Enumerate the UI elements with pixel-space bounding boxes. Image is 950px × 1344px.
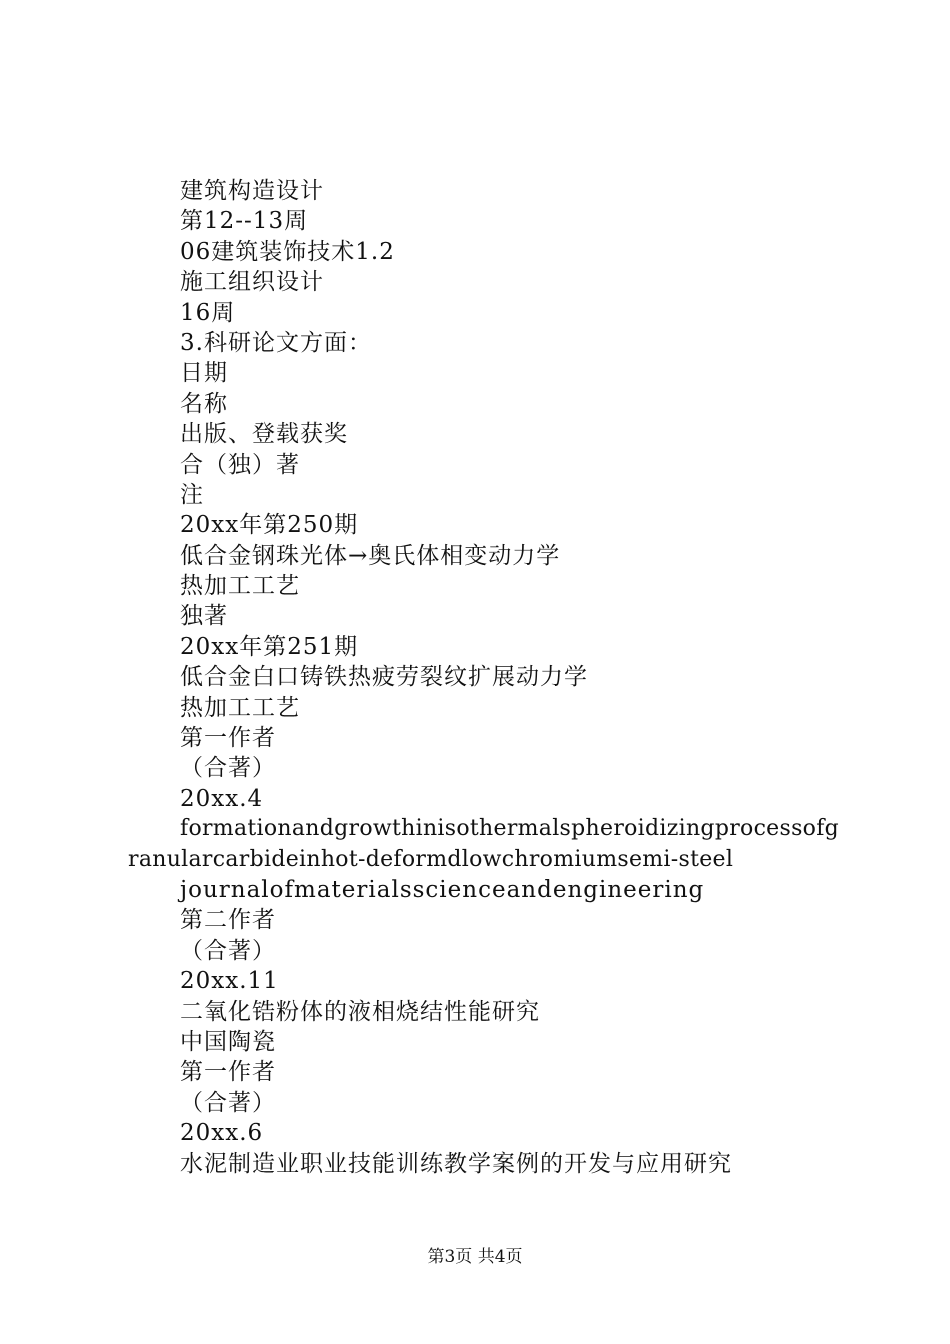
text-line: 第一作者 (180, 725, 276, 752)
text-line: 中国陶瓷 (180, 1028, 276, 1055)
text-line: 20xx年第251期 (180, 633, 359, 660)
page-number-footer: 第3页 共4页 (427, 1247, 523, 1267)
text-line: 建筑构造设计 (180, 178, 324, 204)
text-line: 20xx.4 (180, 785, 264, 812)
text-line: 二氧化锆粉体的液相烧结性能研究 (180, 998, 540, 1025)
text-line: 低合金钢珠光体→奥氏体相变动力学 (180, 542, 561, 569)
text-line: 20xx年第250期 (180, 512, 359, 539)
text-line: 名称 (180, 390, 228, 417)
section-heading: 3.科研论文方面： (180, 329, 372, 356)
text-line: 热加工工艺 (180, 573, 300, 600)
text-line: 合（独）著 (180, 451, 300, 478)
text-line: 低合金白口铸铁热疲劳裂纹扩展动力学 (180, 664, 588, 691)
paper-title-english: formationandgrowthinisothermalspheroidizingprocessofgranularcarbideinhot-deformdlowchromiumsemi-steel (128, 816, 840, 872)
text-line: 水泥制造业职业技能训练教学案例的开发与应用研究 (180, 1150, 732, 1177)
text-line: （合著） (180, 937, 276, 964)
text-line: 注 (180, 481, 204, 508)
text-line: （合著） (180, 755, 276, 782)
text-line: 出版、登载获奖 (180, 421, 348, 448)
text-line: （合著） (180, 1089, 276, 1116)
document-body (128, 176, 848, 1179)
text-line: 第二作者 (180, 907, 276, 934)
text-line: 20xx.11 (180, 968, 279, 995)
text-line: 16周 (180, 299, 236, 326)
text-line: journalofmaterialsscienceandengineering (180, 877, 705, 904)
text-line: 热加工工艺 (180, 694, 300, 721)
text-line: 日期 (180, 360, 228, 387)
text-line: 第12--13周 (180, 208, 309, 235)
text-line: 06建筑装饰技术1.2 (180, 238, 395, 265)
text-line: 施工组织设计 (180, 269, 324, 296)
text-line: 20xx.6 (180, 1120, 264, 1147)
text-line: 第一作者 (180, 1059, 276, 1086)
text-line: 独著 (180, 603, 228, 630)
